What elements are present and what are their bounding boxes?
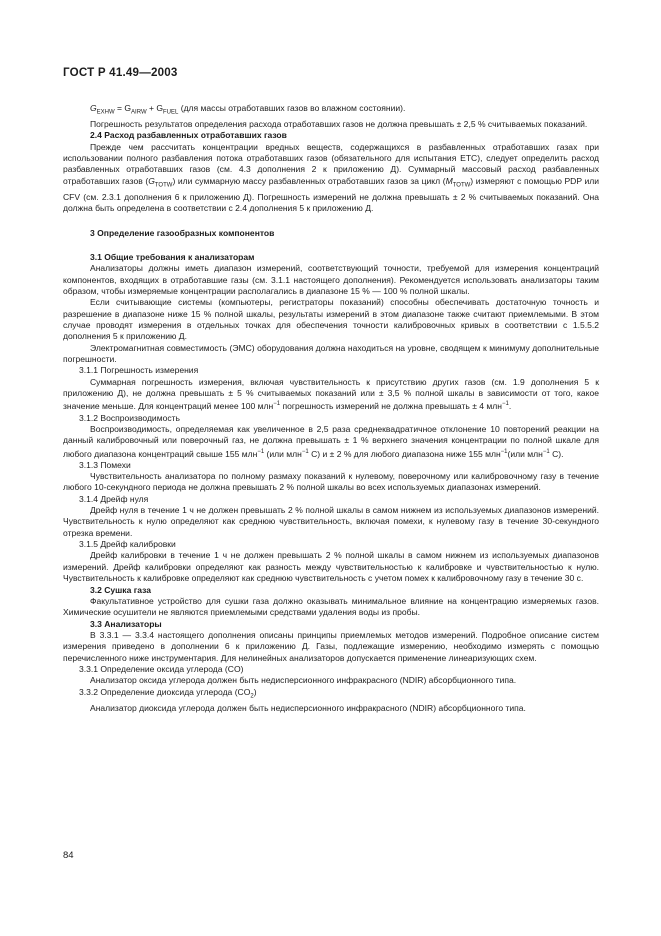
- heading-3-1-2: 3.1.2 Воспроизводимость: [79, 412, 180, 423]
- page-number: 84: [63, 850, 74, 861]
- p312-unit-exponent: −1: [500, 448, 508, 455]
- p312-unit-exponent: −1: [301, 448, 309, 455]
- p24-g-subscript: TOTW: [154, 182, 173, 189]
- paragraph-3-2: Факультативное устройство для сушки газа должно оказывать минимальное влияние на концентрацию измеряемых газов. Химические осушители не являются приемлемыми средствами удаления воды из пробы.: [63, 595, 599, 618]
- p312-part-d: (или млн: [507, 448, 543, 459]
- paragraph-exhaust-accuracy: Погрешность результатов определения расхода отработавших газов не должна превышать ± 2,5 % считываемых показаний.: [90, 119, 588, 130]
- heading-2-4: 2.4 Расход разбавленных отработавших газов: [90, 130, 287, 141]
- p311-part-b: погрешность измерений не должна превышать ± 4 млн: [280, 401, 503, 412]
- p312-part-c: С) и ± 2 % для любого диапазона ниже 155 млн: [308, 448, 501, 459]
- document-header: ГОСТ Р 41.49—2003: [63, 66, 178, 79]
- paragraph-3-1-a: Анализаторы должны иметь диапазон измерений, соответствующий точности, требуемой для измерения концентраций компонентов, входящих в отработавшие газы (см. 3.1.1 настоящего дополнения). Рекомендуется использовать анализаторы таким образом, чтобы измеряемые концентрации располагались в диапазоне 15 % — 100 % полной шкалы.: [63, 263, 599, 296]
- heading-3-3: 3.3 Анализаторы: [90, 618, 162, 629]
- p312-part-b: (или млн: [264, 448, 302, 459]
- p311-part-c: .: [508, 401, 512, 412]
- p24-m-subscript: TOTW: [452, 182, 471, 189]
- heading-3-1-4: 3.1.4 Дрейф нуля: [79, 493, 149, 504]
- paragraph-3-1-2: [63, 424, 599, 460]
- paragraph-3-1-c: Электромагнитная совместимость (ЭМС) оборудования должна находиться на уровне, сводящем к минимуму дополнительные погрешности.: [63, 342, 599, 364]
- paragraph-3-3-2: Анализатор диоксида углерода должен быть недисперсионного инфракрасного (NDIR) абсорбционного типа.: [90, 702, 526, 713]
- h332-part-a: 3.3.2 Определение диоксида углерода (CO: [79, 686, 251, 697]
- p311-part-a: Суммарная погрешность измерения, включая чувствительность к присутствию других газов (см. 1.9 дополнения 5 к приложению Д), не должна превышать ± 5 % считываемых показаний или ± 3,5 % полной шкалы в зависимости от того, какое значение меньше. Для концентраций менее 100 млн: [63, 376, 599, 412]
- h332-part-b: ): [253, 686, 257, 697]
- p312-unit-exponent: −1: [257, 448, 265, 455]
- formula-lhs: G: [90, 103, 97, 113]
- p24-part-b: ) или суммарную массу разбавленных отработавших газов за цикл (: [172, 175, 446, 186]
- formula-note: (для массы отработавших газов во влажном состоянии).: [178, 103, 406, 113]
- paragraph-3-3-1: Анализатор оксида углерода должен быть недисперсионного инфракрасного (NDIR) абсорбционного типа.: [90, 675, 517, 686]
- heading-3: 3 Определение газообразных компонентов: [90, 227, 275, 238]
- paragraph-3-1-3: Чувствительность анализатора по полному размаху показаний к нулевому, поверочному или калибровочному газу в течение любого 10-секундного периода не должна превышать 2 % полной шкалы во всех используемых диапазонах измерений.: [63, 471, 599, 493]
- paragraph-3-1-4: Дрейф нуля в течение 1 ч не должен превышать 2 % полной шкалы в самом нижнем из используемых диапазонов измерений. Чувствительность к нулю определяют как среднюю чувствительность, включая помехи, к нулевому газу в течение 30-секундного отрезка времени.: [63, 505, 599, 538]
- formula-term2-subscript: FUEL: [163, 109, 179, 116]
- p24-m-symbol: M: [445, 175, 453, 186]
- heading-3-3-1: 3.3.1 Определение оксида углерода (CO): [79, 663, 244, 674]
- paragraph-3-1-b: Если считывающие системы (компьютеры, регистраторы показаний) способны обеспечивать достаточную точность и разрешение в диапазоне ниже 15 % полной шкалы, результаты измерений в этом диапазоне также считают приемлемыми. В этом случае проводят измерения в отдельных точках для обеспечения точности калибровочных кривых в соответствии с 1.5.5.2 дополнения 5 к приложению Д.: [63, 297, 599, 342]
- formula-exhaust-mass: [63, 103, 599, 119]
- formula-eq: = G: [114, 103, 132, 113]
- paragraph-3-1-1: [63, 377, 599, 413]
- p24-g-symbol: G: [148, 175, 155, 186]
- heading-3-1-1: 3.1.1 Погрешность измерения: [79, 365, 199, 376]
- p311-unit-exponent: −1: [502, 401, 509, 408]
- p312-unit-exponent: −1: [542, 448, 550, 455]
- formula-plus: + G: [146, 103, 163, 113]
- h332-subscript: 2: [250, 693, 254, 700]
- formula-term1-subscript: AIRW: [131, 109, 147, 116]
- p24-part-a: Прежде чем рассчитать концентрации вредных веществ, содержащихся в разбавленных отработавших газах при использовании полного разбавления потока отработавших газов (обязательного для испытания ЕТС), следует определить расход разбавленных отработавших газов (см. 4.3 дополнения 2 к приложению Д). Суммарный массовый расход разбавленных отработавших газов (: [63, 141, 599, 186]
- heading-3-3-2: [63, 687, 599, 703]
- paragraph-2-4: [63, 142, 599, 215]
- heading-3-1: 3.1 Общие требования к анализаторам: [90, 251, 255, 262]
- p311-unit-exponent: −1: [273, 401, 281, 408]
- formula-lhs-subscript: EXHW: [96, 109, 115, 116]
- heading-3-2: 3.2 Сушка газа: [90, 584, 152, 595]
- heading-3-1-5: 3.1.5 Дрейф калибровки: [79, 539, 176, 550]
- paragraph-3-3: В 3.3.1 — 3.3.4 настоящего дополнения описаны принципы приемлемых методов измерений. Подробное описание систем измерения приведено в дополнении 6 к приложению Д. Газы, подлежащие измерению, необходимо измерять с помощью перечисленного ниже инструментария. Для нелинейных анализаторов допускается применение линеаризующих схем.: [63, 629, 599, 663]
- page-body: [63, 103, 599, 714]
- heading-3-1-3: 3.1.3 Помехи: [79, 459, 131, 470]
- p312-part-a: Воспроизводимость, определяемая как увеличенное в 2,5 раза среднеквадратичное отклонение 10 повторений реакции на данный калибровочный или поверочный газ, не должна превышать ± 1 % верхнего значения концентрации по полной шкале для любого диапазона концентраций свыше 155 млн: [63, 423, 599, 459]
- p312-part-e: С).: [549, 448, 564, 459]
- paragraph-3-1-5: Дрейф калибровки в течение 1 ч не должен превышать 2 % полной шкалы в самом нижнем из используемых диапазонов измерений. Дрейф калибровки определяют как разность между чувствительностью к калибровке и чувствительностью к нулю. Чувствительность к калибровке определяют как среднюю чувствительность с учетом помех к калибровочному газу в течение 30 с.: [63, 550, 599, 584]
- p24-part-c: ) измеряют с помощью PDP или CFV (см. 2.3.1 дополнения 6 к приложению Д). Погрешность измерений не должна превышать ± 2 % считываемых показаний. Она должна быть определена в соответствии с 2.4 дополнения 5 к приложению Д.: [63, 175, 600, 214]
